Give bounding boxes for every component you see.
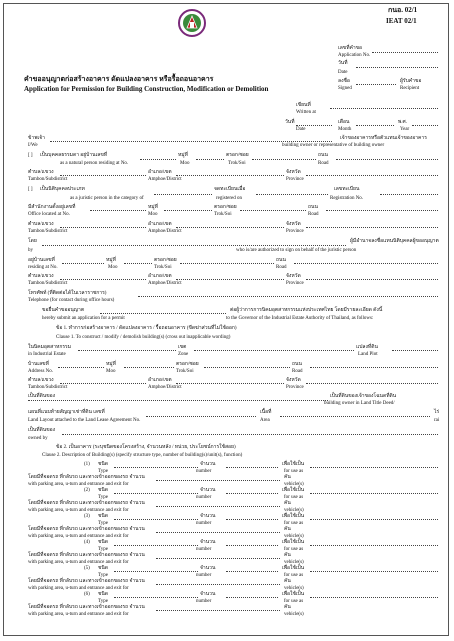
natural-label-en: as a natural person residing at No. (60, 161, 129, 166)
building-use-en: for use as (284, 469, 304, 474)
addr-trok-en: Trok/Soi (176, 369, 194, 374)
building-number-th: จำนวน (200, 488, 216, 493)
building-type-th: ชนิด (98, 540, 109, 545)
building-use-en: for use as (284, 521, 304, 526)
signed-label-th: ลงชื่อ (338, 79, 350, 84)
building-type-th: ชนิด (98, 514, 109, 519)
applicant-label-th: ข้าพเจ้า (28, 136, 45, 141)
zone-en: Zone (178, 352, 189, 357)
vehicle-unit-en: vehicle(s) (284, 482, 304, 487)
building-number-field[interactable] (226, 597, 278, 598)
building-type-field[interactable] (114, 467, 198, 468)
building-type-field[interactable] (114, 571, 198, 572)
natural-house-field[interactable] (140, 159, 176, 160)
juristic-regno-en: Registration No. (330, 196, 364, 201)
natural-trok-en: Trok/Soi (228, 161, 246, 166)
juristic-moo-th: หมู่ที่ (148, 205, 158, 210)
juristic-road-en: Road (308, 212, 319, 217)
building-use-field[interactable] (310, 519, 438, 520)
building-use-field[interactable] (310, 493, 438, 494)
owner-label-th: เจ้าของอาคารหรือตัวแทนเจ้าของอาคาร (340, 136, 427, 141)
recipient-label-th: ผู้รับคำขอ (400, 79, 422, 84)
area-th: เนื้อที่ (260, 410, 272, 415)
month-th: เดือน (338, 120, 350, 125)
lease-no-en: Land Layout attached to the Land Lease Agreement No. (28, 418, 141, 423)
office-date-label-en: Date (338, 70, 348, 75)
written-at-field[interactable] (330, 108, 438, 109)
applicant-label-en: I/We (28, 143, 38, 148)
building-type-th: ชนิด (98, 592, 109, 597)
building-use-th: เพื่อใช้เป็น (282, 540, 305, 545)
clause2-th: ข้อ 2. เป็นอาคาร (ระบุชนิดของโครงสร้าง, จำนวนหลัง / หน่วย, ประโยชน์การใช้สอย) (56, 445, 236, 450)
juristic-reg-th: จดทะเบียนเมื่อ (214, 187, 246, 192)
day-en: Date (296, 127, 306, 132)
parking-en: with parking area, u-turn and entrance and exit for (28, 508, 129, 513)
building-item-number: (2) (84, 488, 90, 493)
building-number-en: number (196, 599, 212, 604)
addr-moo-en: Moo (106, 369, 116, 374)
app-no-label-en: Application No. (338, 53, 371, 58)
natural-tambon-field[interactable] (60, 175, 146, 176)
authorized-road-th: ถนน (276, 258, 286, 263)
deed-title-th: เป็นที่ดินของเจ้าของโฉนดที่ดิน (330, 394, 397, 399)
vehicle-unit-en: vehicle(s) (284, 560, 304, 565)
building-use-th: เพื่อใช้เป็น (282, 592, 305, 597)
juristic-label-th: เป็นนิติบุคคลประเภท (40, 187, 85, 192)
authorized-house-field[interactable] (62, 263, 104, 264)
natural-amphoe-field[interactable] (176, 175, 284, 176)
building-number-en: number (196, 495, 212, 500)
building-type-field[interactable] (114, 493, 198, 494)
building-number-en: number (196, 469, 212, 474)
parking-count-field[interactable] (156, 610, 280, 611)
juristic-province-th: จังหวัด (286, 222, 301, 227)
parking-en: with parking area, u-turn and entrance and exit for (28, 560, 129, 565)
vehicle-unit-th: คัน (284, 579, 291, 584)
owned-by-field[interactable] (62, 434, 438, 435)
parking-th: โดยมีที่จอดรถ ที่กลับรถ และทางเข้าออกของรถ จำนวน (28, 527, 145, 532)
authorized-reside-th: อยู่บ้านเลขที่ (28, 258, 55, 263)
building-type-th: ชนิด (98, 462, 109, 467)
building-number-en: number (196, 521, 212, 526)
title-en: Application for Permission for Building Construction, Modification or Demolition (24, 85, 269, 93)
juristic-moo-en: Moo (148, 212, 158, 217)
juristic-tambon-th: ตำบล/แขวง (28, 222, 54, 227)
addr-trok-field[interactable] (204, 367, 290, 368)
address-th: บ้านเลขที่ (28, 362, 49, 367)
area-en: Area (260, 418, 270, 423)
natural-trok-th: ตรอก/ซอย (226, 153, 249, 158)
juristic-regno-th: เลขทะเบียน (334, 187, 360, 192)
building-use-en: for use as (284, 573, 304, 578)
plot-en: Land Plot (358, 352, 378, 357)
authorized-amphoe-en: Amphoe/District (148, 281, 182, 286)
building-item-number: (4) (84, 540, 90, 545)
juristic-reg-en: registered on (216, 196, 242, 201)
authorized-road-field[interactable] (294, 263, 438, 264)
submit-statement-right-th: ต่อผู้ว่าการการนิคมอุตสาหกรรมแห่งประเทศไทย โดยมีรายละเอียด ดังนี้ (230, 308, 383, 313)
deed-title-en: building owner in Land Title Deed/ (324, 401, 395, 406)
plot-field[interactable] (392, 350, 438, 351)
parking-count-field[interactable] (156, 584, 280, 585)
parking-count-field[interactable] (156, 506, 280, 507)
deed-owner-th: เป็นที่ดินของ (28, 394, 56, 399)
vehicle-unit-th: คัน (284, 501, 291, 506)
vehicle-unit-en: vehicle(s) (284, 586, 304, 591)
building-type-en: Type (98, 599, 108, 604)
addr-trok-th: ตรอก/ซอย (176, 362, 199, 367)
app-no-label-th: เลขที่คำขอ (338, 46, 363, 51)
building-type-field[interactable] (114, 597, 198, 598)
lease-no-th: แผนที่แนบท้ายสัญญาเช่าที่ดิน เลขที่ (28, 410, 105, 415)
zone-field[interactable] (194, 350, 354, 351)
juristic-office-th: มีสำนักงานตั้งอยู่เลขที่ (28, 205, 76, 210)
written-at-th: เขียนที่ (296, 103, 311, 108)
building-use-th: เพื่อใช้เป็น (282, 462, 305, 467)
clause1-en: Clause 1. To construct / modify / demolish building(s) (cross out inapplicable wording) (56, 335, 231, 340)
title-th: คำขออนุญาตก่อสร้างอาคาร ดัดแปลงอาคาร หรือรื้อถอนอาคาร (24, 75, 214, 83)
building-number-field[interactable] (226, 545, 278, 546)
parking-th: โดยมีที่จอดรถ ที่กลับรถ และทางเข้าออกของรถ จำนวน (28, 553, 145, 558)
recipient-label-en: Recipient (400, 86, 420, 91)
authorized-moo-th: หมู่ที่ (106, 258, 116, 263)
natural-road-th: ถนน (318, 153, 328, 158)
natural-tambon-th: ตำบล/แขวง (28, 170, 54, 175)
building-number-en: number (196, 573, 212, 578)
area-field[interactable] (280, 416, 430, 417)
parking-count-field[interactable] (156, 558, 280, 559)
address-en: Address No. (28, 369, 53, 374)
signed-field[interactable] (356, 84, 396, 85)
juristic-trok-th: ตรอก/ซอย (214, 205, 237, 210)
juristic-amphoe-th: อำเภอ/เขต (148, 222, 172, 227)
building-use-th: เพื่อใช้เป็น (282, 514, 305, 519)
natural-checkbox[interactable]: [ ] (28, 153, 33, 158)
applicant-name-field[interactable] (50, 141, 332, 142)
permit-type-field[interactable] (100, 313, 226, 314)
building-type-th: ชนิด (98, 566, 109, 571)
telephone-field[interactable] (138, 296, 438, 297)
building-use-field[interactable] (310, 571, 438, 572)
parking-en: with parking area, u-turn and entrance and exit for (28, 586, 129, 591)
parking-th: โดยมีที่จอดรถ ที่กลับรถ และทางเข้าออกของรถ จำนวน (28, 501, 145, 506)
authorized-trok-th: ตรอก/ซอย (154, 258, 177, 263)
parking-count-field[interactable] (156, 480, 280, 481)
rai-th: ไร่ (434, 410, 440, 415)
natural-province-th: จังหวัด (286, 170, 301, 175)
addr-province-th: จังหวัด (286, 378, 301, 383)
authorized-tambon-field[interactable] (60, 279, 146, 280)
building-use-field[interactable] (310, 545, 438, 546)
owned-by-en: owned by (28, 436, 48, 441)
day-field[interactable] (296, 125, 332, 126)
addr-province-field[interactable] (306, 383, 438, 384)
addr-moo-field[interactable] (124, 367, 174, 368)
addr-tambon-en: Tambon/Subdistrict (28, 385, 68, 390)
building-use-th: เพื่อใช้เป็น (282, 566, 305, 571)
clause1-th: ข้อ 1. ทำการก่อสร้างอาคาร / ดัดแปลงอาคาร / รื้อถอนอาคาร (ขีดฆ่าส่วนที่ไม่ใช้ออก) (56, 326, 237, 331)
addr-road-field[interactable] (310, 367, 438, 368)
authorized-reside-en: residing at No. (28, 265, 58, 270)
clause2-en: Clause 2. Description of Building(s) (specify structure type, number of building(s)/unit(s), function) (42, 453, 243, 458)
authorized-by-en: by (28, 248, 33, 253)
year-field[interactable] (412, 125, 438, 126)
vehicle-unit-en: vehicle(s) (284, 508, 304, 513)
authorized-signer-en: who is/are authorized to sign on behalf of the juristic person (236, 248, 357, 253)
juristic-reg-date-field[interactable] (256, 194, 328, 195)
juristic-regno-field[interactable] (380, 194, 438, 195)
signed-label-en: Signed (338, 86, 352, 91)
juristic-office-no-field[interactable] (90, 210, 146, 211)
office-date-label-th: วันที่ (338, 61, 348, 66)
plot-th: แปลงที่ดิน (356, 345, 378, 350)
building-number-field[interactable] (226, 493, 278, 494)
natural-road-field[interactable] (336, 159, 438, 160)
building-number-field[interactable] (226, 467, 278, 468)
building-use-field[interactable] (310, 467, 438, 468)
lease-no-field[interactable] (146, 416, 256, 417)
building-number-th: จำนวน (200, 540, 216, 545)
estate-field[interactable] (78, 350, 176, 351)
building-item-number: (1) (84, 462, 90, 467)
rai-en: rai (434, 418, 440, 423)
building-type-field[interactable] (114, 519, 198, 520)
juristic-tambon-field[interactable] (60, 227, 146, 228)
authorized-province-th: จังหวัด (286, 274, 301, 279)
addr-province-en: Province (286, 385, 304, 390)
natural-road-en: Road (318, 161, 329, 166)
authorized-province-en: Province (286, 281, 304, 286)
juristic-province-en: Province (286, 229, 304, 234)
estate-en: in Industrial Estate (28, 352, 66, 357)
authorized-tambon-th: ตำบล/แขวง (28, 274, 54, 279)
juristic-province-field[interactable] (306, 227, 438, 228)
authorized-moo-en: Moo (108, 265, 118, 270)
parking-th: โดยมีที่จอดรถ ที่กลับรถ และทางเข้าออกของรถ จำนวน (28, 475, 145, 480)
submit-statement-en: hereby submit an application for a permit (42, 316, 125, 321)
natural-moo-field[interactable] (196, 159, 224, 160)
ieat-logo (175, 8, 209, 38)
telephone-label-th: โทรศัพท์ (ที่ติดต่อได้ในเวลาราชการ) (28, 291, 107, 296)
building-use-en: for use as (284, 547, 304, 552)
addr-tambon-field[interactable] (60, 383, 146, 384)
natural-amphoe-th: อำเภอ/เขต (148, 170, 172, 175)
authorized-name-field[interactable] (42, 245, 346, 246)
owned-by-th: เป็นที่ดินของ (28, 428, 56, 433)
addr-road-th: ถนน (292, 362, 302, 367)
authorized-province-field[interactable] (306, 279, 438, 280)
addr-road-en: Road (292, 369, 303, 374)
natural-trok-field[interactable] (252, 159, 316, 160)
building-number-th: จำนวน (200, 566, 216, 571)
app-no-field[interactable] (372, 52, 438, 53)
form-number-en: IEAT 02/1 (386, 17, 417, 25)
month-field[interactable] (356, 125, 394, 126)
building-number-field[interactable] (226, 571, 278, 572)
vehicle-unit-th: คัน (284, 475, 291, 480)
building-item-number: (3) (84, 514, 90, 519)
building-type-field[interactable] (114, 545, 198, 546)
day-th: วันที่ (285, 120, 295, 125)
addr-tambon-th: ตำบล/แขวง (28, 378, 54, 383)
vehicle-unit-th: คัน (284, 553, 291, 558)
building-number-field[interactable] (226, 519, 278, 520)
zone-th: เขต (178, 345, 187, 350)
natural-moo-th: หมู่ที่ (178, 153, 188, 158)
juristic-trok-en: Trok/Soi (214, 212, 232, 217)
natural-province-en: Province (286, 177, 304, 182)
parking-th: โดยมีที่จอดรถ ที่กลับรถ และทางเข้าออกของรถ จำนวน (28, 579, 145, 584)
addr-amphoe-field[interactable] (176, 383, 284, 384)
building-type-en: Type (98, 547, 108, 552)
addr-amphoe-en: Amphoe/District (148, 385, 182, 390)
authorized-by-th: โดย (28, 239, 37, 244)
authorized-road-en: Road (276, 265, 287, 270)
parking-en: with parking area, u-turn and entrance and exit for (28, 612, 129, 617)
building-use-en: for use as (284, 495, 304, 500)
parking-en: with parking area, u-turn and entrance and exit for (28, 534, 129, 539)
building-number-th: จำนวน (200, 514, 216, 519)
building-type-en: Type (98, 469, 108, 474)
addr-moo-th: หมู่ที่ (106, 362, 116, 367)
telephone-label-en: Telephone (for contact during office hours) (28, 298, 115, 303)
authorized-moo-field[interactable] (124, 263, 152, 264)
authorized-trok-field[interactable] (180, 263, 274, 264)
vehicle-unit-en: vehicle(s) (284, 534, 304, 539)
juristic-amphoe-en: Amphoe/District (148, 229, 182, 234)
building-item-number: (5) (84, 566, 90, 571)
juristic-road-field[interactable] (326, 210, 438, 211)
submit-statement-th: ขอยื่นคำขออนุญาต (42, 308, 85, 313)
form-number-th: กนอ. 02/1 (388, 6, 418, 14)
addr-amphoe-th: อำเภอ/เขต (148, 378, 172, 383)
parking-th: โดยมีที่จอดรถ ที่กลับรถ และทางเข้าออกของรถ จำนวน (28, 605, 145, 610)
submit-statement-right-en: to the Governor of the Industrial Estate Authority of Thailand, as follows: (226, 316, 374, 321)
building-number-th: จำนวน (200, 462, 216, 467)
addr-no-field[interactable] (58, 367, 104, 368)
juristic-tambon-en: Tambon/Subdistrict (28, 229, 68, 234)
natural-province-field[interactable] (306, 175, 438, 176)
juristic-office-en: Office located at No. (28, 212, 70, 217)
vehicle-unit-th: คัน (284, 605, 291, 610)
building-use-field[interactable] (310, 597, 438, 598)
authorized-amphoe-th: อำเภอ/เขต (148, 274, 172, 279)
written-at-en: Written at (296, 110, 316, 115)
juristic-amphoe-field[interactable] (176, 227, 284, 228)
juristic-trok-field[interactable] (240, 210, 306, 211)
year-th: พ.ศ. (398, 120, 407, 125)
authorized-signer-th: ผู้มีอำนาจลงชื่อแทนนิติบุคคลผู้ขออนุญาต (350, 239, 439, 244)
estate-th: ในนิคมอุตสาหกรรม (28, 345, 72, 350)
authorized-trok-en: Trok/Soi (154, 265, 172, 270)
building-type-en: Type (98, 495, 108, 500)
natural-amphoe-en: Amphoe/District (148, 177, 182, 182)
building-type-th: ชนิด (98, 488, 109, 493)
building-type-en: Type (98, 521, 108, 526)
building-use-en: for use as (284, 599, 304, 604)
building-number-th: จำนวน (200, 592, 216, 597)
deed-owner-field[interactable] (28, 400, 328, 401)
juristic-label-en: as a juristic person in the category of (70, 196, 144, 201)
vehicle-unit-en: vehicle(s) (284, 612, 304, 617)
authorized-amphoe-field[interactable] (176, 279, 284, 280)
juristic-category-field[interactable] (154, 194, 212, 195)
building-number-en: number (196, 547, 212, 552)
parking-count-field[interactable] (156, 532, 280, 533)
building-item-number: (6) (84, 592, 90, 597)
owner-label-en: building owner or representative of building owner (282, 143, 385, 148)
natural-tambon-en: Tambon/Subdistrict (28, 177, 68, 182)
vehicle-unit-th: คัน (284, 527, 291, 532)
building-type-en: Type (98, 573, 108, 578)
juristic-road-th: ถนน (308, 205, 318, 210)
month-en: Month (338, 127, 352, 132)
authorized-tambon-en: Tambon/Subdistrict (28, 281, 68, 286)
office-date-field[interactable] (356, 67, 438, 68)
juristic-moo-field[interactable] (164, 210, 212, 211)
natural-label-th: เป็นบุคคลธรรมดา อยู่บ้านเลขที่ (40, 153, 108, 158)
parking-en: with parking area, u-turn and entrance and exit for (28, 482, 129, 487)
juristic-checkbox[interactable]: [ ] (28, 187, 33, 192)
building-use-th: เพื่อใช้เป็น (282, 488, 305, 493)
year-en: Year (400, 127, 410, 132)
natural-moo-en: Moo (180, 161, 190, 166)
